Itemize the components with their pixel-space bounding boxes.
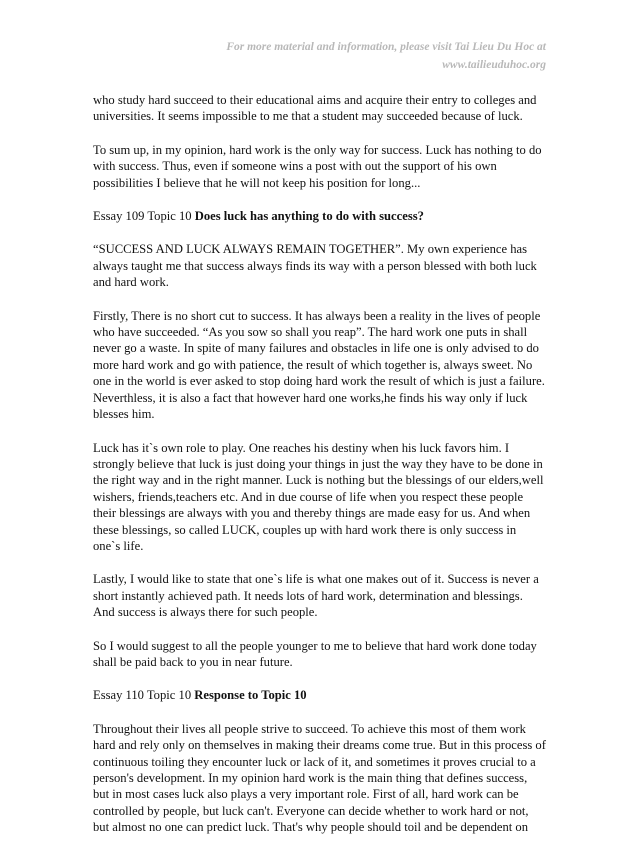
essay-title: Does luck has anything to do with success? xyxy=(194,209,424,224)
text-line: possibilities I believe that he will not keep his position for long... xyxy=(93,175,421,190)
text-line: one`s life. xyxy=(93,538,144,553)
body-paragraph xyxy=(93,638,553,671)
text-line: their blessings are always with you and thereby things are made easy for us. And when xyxy=(93,506,531,521)
text-line: who study hard succeed to their educational aims and acquire their entry to colleges and xyxy=(93,93,537,107)
text-line: Luck has it`s own role to play. One reaches his destiny when his luck favors him. I xyxy=(93,440,510,455)
text-line: shall be paid back to you in near future. xyxy=(93,654,293,669)
text-line: controlled by people, but luck can't. Everyone can decide whether to work hard or not, xyxy=(93,803,529,818)
text-line: “SUCCESS AND LUCK ALWAYS REMAIN TOGETHER”. My own experience has xyxy=(93,242,527,257)
body-paragraph xyxy=(93,440,553,555)
text-line: who have succeeded. “As you sow so shall you reap”. The hard work one puts in shall xyxy=(93,325,528,340)
text-line: always taught me that success always finds its way with a person blessed with both luck xyxy=(93,258,537,273)
header-line-2: www.tailieuduhoc.org xyxy=(442,59,546,71)
text-line: Lastly, I would like to state that one`s life is what one makes out of it. Success is never a xyxy=(93,572,539,587)
header-line-1: For more material and information, please visit Tai Lieu Du Hoc at xyxy=(226,41,546,53)
text-line: and hard work. xyxy=(93,275,169,290)
essay-title: Response to Topic 10 xyxy=(194,688,307,703)
body-paragraph xyxy=(93,571,553,620)
page-header xyxy=(126,38,546,74)
essay-heading xyxy=(93,687,553,703)
text-line: these blessings, so called LUCK, couples up with hard work there is only success in xyxy=(93,522,517,537)
text-line: more hard work and go with patience, the result of which together is, always sweet. No xyxy=(93,357,533,372)
body-paragraph xyxy=(93,308,553,423)
text-line: blesses him. xyxy=(93,407,155,422)
text-line: never go a waste. In spite of many failures and obstacles in life one is only advised to do xyxy=(93,341,539,356)
essay-number: Essay 110 Topic 10 xyxy=(93,688,192,703)
text-line: To sum up, in my opinion, hard work is the only way for success. Luck has nothing to do xyxy=(93,142,542,157)
essay-heading xyxy=(93,208,553,224)
text-line: one in the world is ever asked to stop doing hard work the result of which is just a failure. xyxy=(93,374,545,389)
body-paragraph xyxy=(93,92,553,125)
text-line: with success. Thus, even if someone wins a post with out the support of his own xyxy=(93,159,497,174)
text-line: wishers, friends,teachers etc. And in due course of life when you respect these people xyxy=(93,489,524,504)
body-paragraph xyxy=(93,142,553,191)
text-line: continuous toiling they encounter luck or lack of it, and sometimes it proves crucial to a xyxy=(93,754,536,769)
text-line: strongly believe that luck is just doing your things in just the way they have to be done in xyxy=(93,456,543,471)
text-line: Throughout their lives all people strive to succeed. To achieve this most of them work xyxy=(93,721,526,736)
text-line: universities. It seems impossible to me that a student may succeeded because of luck. xyxy=(93,109,523,124)
body-paragraph xyxy=(93,241,553,290)
document-body xyxy=(93,92,553,853)
text-line: but in most cases luck also plays a very important role. First of all, hard work can be xyxy=(93,787,519,802)
text-line: Neverthless, it is also a fact that however hard one works,he finds his way only if luck xyxy=(93,390,528,405)
text-line: Firstly, There is no short cut to success. It has always been a reality in the lives of people xyxy=(93,308,541,323)
essay-number: Essay 109 Topic 10 xyxy=(93,209,192,224)
text-line: So I would suggest to all the people younger to me to believe that hard work done today xyxy=(93,638,537,653)
text-line: the right way and in the right manner. Luck is nothing but the blessings of our elders,well xyxy=(93,473,544,488)
body-paragraph xyxy=(93,721,553,836)
text-line: And success is always there for such people. xyxy=(93,605,318,620)
text-line: short instantly achieved path. It needs lots of hard work, determination and blessings. xyxy=(93,588,523,603)
text-line: hard and rely only on themselves in making their dreams come true. But in this process of xyxy=(93,738,546,753)
text-line: person's development. In my opinion hard work is the main thing that defines success, xyxy=(93,771,528,785)
text-line: but almost no one can predict luck. That's why people should toil and be dependent on xyxy=(93,820,529,835)
